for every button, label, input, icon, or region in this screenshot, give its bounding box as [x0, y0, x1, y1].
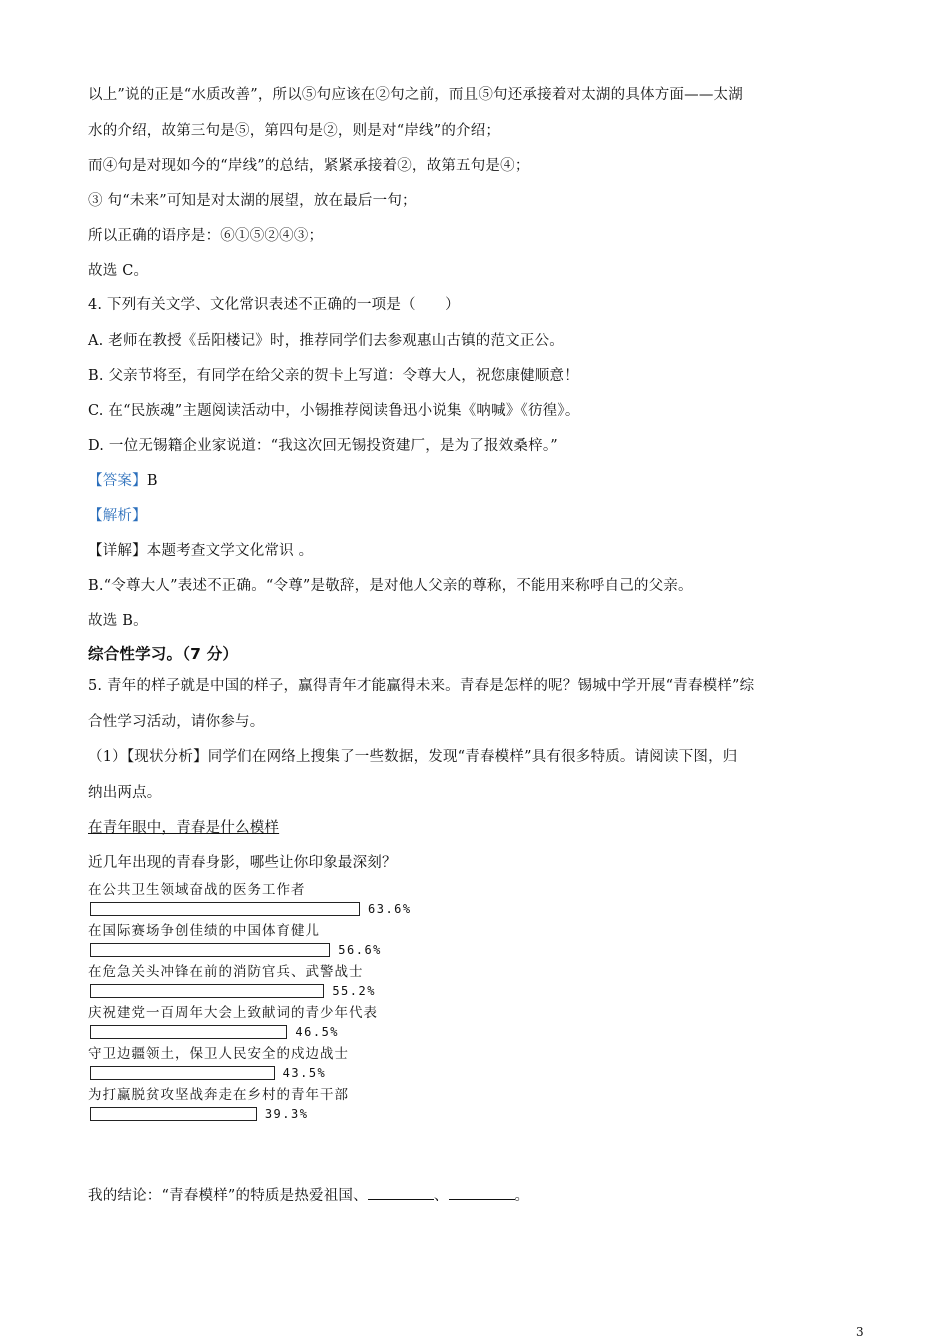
option-c: C. 在“民族魂”主题阅读活动中，小锡推荐阅读鲁迅小说集《呐喊》《彷徨》。 — [88, 403, 580, 419]
conclusion-prefix: 我的结论：“青春模样”的特质是热爱祖国、 — [88, 1188, 368, 1204]
chart-value-label: 43.5% — [282, 1066, 327, 1080]
answer-tag: 【答案】 — [88, 473, 147, 489]
question-5-intro-cont: 合性学习活动，请你参与。 — [88, 714, 265, 730]
paragraph-line: 而④句是对现如今的“岸线”的总结，紧紧承接着②，故第五句是④； — [88, 158, 530, 174]
detail-line: 【详解】本题考查文学文化常识 。 — [88, 543, 314, 559]
conclusion-line: 故选 B。 — [88, 613, 148, 629]
question-4-stem: 4. 下列有关文学、文化常识表述不正确的一项是（ ） — [88, 297, 460, 313]
paragraph-line: 水的介绍，故第三句是⑤，第四句是②，则是对“岸线”的介绍； — [88, 123, 501, 139]
survey-question: 近几年出现的青春身影，哪些让你印象最深刻？ — [88, 855, 397, 871]
option-b: B. 父亲节将至，有同学在给父亲的贺卡上写道：令尊大人，祝您康健顺意！ — [88, 368, 579, 384]
answer-blank-2[interactable] — [449, 1185, 515, 1200]
paragraph-line: ③ 句“未来”可知是对太湖的展望，放在最后一句； — [88, 193, 417, 209]
chart-bar — [90, 902, 360, 916]
paragraph-line: 以上”说的正是“水质改善”，所以⑤句应该在②句之前，而且⑤句还承接着对太湖的具体方面——太湖 — [88, 87, 743, 103]
page-number: 3 — [856, 1325, 864, 1339]
section-title: 综合性学习。（7 分） — [88, 645, 239, 663]
survey-bar-chart — [88, 878, 508, 1124]
chart-bar — [90, 984, 324, 998]
chart-bar — [90, 1066, 275, 1080]
chart-item — [88, 1042, 508, 1083]
chart-category-label: 守卫边疆领土，保卫人民安全的戍边战士 — [88, 1046, 349, 1062]
subquestion-1: （1）【现状分析】同学们在网络上搜集了一些数据，发现“青春模样”具有很多特质。请阅读下图，归 — [88, 749, 738, 765]
conclusion-separator: 、 — [433, 1188, 449, 1204]
chart-item — [88, 1083, 508, 1124]
chart-value-label: 39.3% — [264, 1107, 309, 1121]
chart-item — [88, 960, 508, 1001]
chart-value-label: 55.2% — [332, 984, 376, 998]
answer-blank-1[interactable] — [368, 1185, 434, 1200]
chart-bar — [90, 1107, 257, 1121]
explain-line: B.“令尊大人”表述不正确。“令尊”是敬辞，是对他人父亲的尊称，不能用来称呼自己的父亲。 — [88, 578, 693, 594]
chart-category-label: 庆祝建党一百周年大会上致献词的青少年代表 — [88, 1005, 378, 1021]
paragraph-line: 故选 C。 — [88, 263, 149, 279]
analysis-tag: 【解析】 — [88, 508, 147, 524]
chart-item — [88, 919, 508, 960]
chart-category-label: 为打赢脱贫攻坚战奔走在乡村的青年干部 — [88, 1087, 349, 1103]
conclusion-fill-line — [88, 1184, 529, 1205]
chart-bar — [90, 1025, 287, 1039]
chart-value-label: 63.6% — [368, 902, 412, 916]
chart-category-label: 在危急关头冲锋在前的消防官兵、武警战士 — [88, 964, 364, 980]
chart-item — [88, 878, 508, 919]
conclusion-end: 。 — [514, 1188, 530, 1204]
option-a: A. 老师在教授《岳阳楼记》时，推荐同学们去参观惠山古镇的范文正公。 — [88, 333, 564, 349]
subquestion-1-cont: 纳出两点。 — [88, 785, 162, 801]
chart-item — [88, 1001, 508, 1042]
chart-category-label: 在公共卫生领域奋战的医务工作者 — [88, 882, 306, 898]
answer-line — [88, 469, 158, 490]
chart-bar — [90, 943, 330, 957]
survey-title: 在青年眼中，青春是什么模样 — [88, 820, 280, 836]
answer-value: B — [146, 473, 158, 489]
option-d: D. 一位无锡籍企业家说道：“我这次回无锡投资建厂，是为了报效桑梓。” — [88, 438, 558, 454]
chart-value-label: 46.5% — [295, 1025, 340, 1039]
paragraph-line: 所以正确的语序是：⑥①⑤②④③； — [88, 228, 324, 244]
question-5-intro: 5. 青年的样子就是中国的样子，赢得青年才能赢得未来。青春是怎样的呢？锡城中学开展“青春模样”综 — [88, 678, 755, 694]
chart-category-label: 在国际赛场争创佳绩的中国体育健儿 — [88, 923, 320, 939]
chart-value-label: 56.6% — [338, 943, 382, 957]
